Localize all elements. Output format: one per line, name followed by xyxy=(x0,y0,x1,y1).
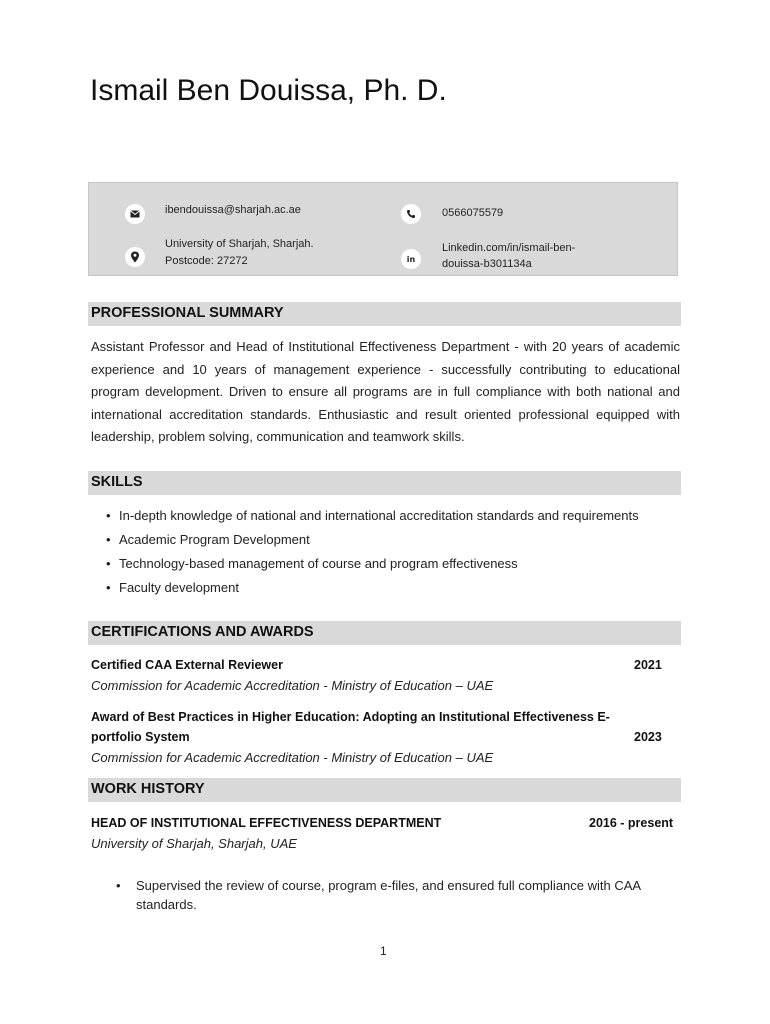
work-title: WORK HISTORY xyxy=(91,781,205,797)
page-number: 1 xyxy=(380,944,387,958)
work-header xyxy=(88,778,681,802)
linkedin-icon: in xyxy=(401,249,421,269)
skills-header xyxy=(88,471,681,495)
phone-icon xyxy=(401,204,421,224)
skill-item: • Faculty development xyxy=(104,576,694,600)
bullet-icon: • xyxy=(116,878,121,893)
skills-title: SKILLS xyxy=(91,474,143,490)
linkedin-line2[interactable]: douissa-b301134a xyxy=(442,258,532,270)
job-bullet-text: Supervised the review of course, program e-files, and ensured full compliance with CAA standards. xyxy=(136,878,641,912)
certifications-header xyxy=(88,621,681,645)
contact-box xyxy=(88,182,678,276)
award-title-line1: Award of Best Practices in Higher Education: Adopting an Institutional Effectiveness E- xyxy=(91,710,610,724)
certifications-title: CERTIFICATIONS AND AWARDS xyxy=(91,624,314,640)
skill-item: • In-depth knowledge of national and international accreditation standards and requirements xyxy=(104,504,694,528)
job-dates: 2016 - present xyxy=(589,816,674,830)
mail-icon xyxy=(125,204,145,224)
summary-text: Assistant Professor and Head of Institutional Effectiveness Department - with 20 years of academic experience and 10 years of management experience - successfully contributing to educational program development. Driven to ensure all programs are in full compliance with both national and international accreditation standards. Enthusiastic and result oriented professional equipped with leadership, problem solving, communication and teamwork skills. xyxy=(91,339,680,444)
award-year: 2023 xyxy=(634,730,662,744)
skills-list xyxy=(104,504,694,600)
award-issuer: Commission for Academic Accreditation - Ministry of Education – UAE xyxy=(91,750,494,765)
linkedin-line1[interactable]: Linkedin.com/in/ismail-ben- xyxy=(442,242,576,254)
location-icon xyxy=(125,247,145,267)
job-position: HEAD OF INSTITUTIONAL EFFECTIVENESS DEPARTMENT xyxy=(91,816,442,830)
job-employer: University of Sharjah, Sharjah, UAE xyxy=(91,836,297,851)
address-line2: Postcode: 27272 xyxy=(165,255,248,267)
skill-item: • Academic Program Development xyxy=(104,528,694,552)
email-text[interactable]: ibendouissa@sharjah.ac.ae xyxy=(165,204,301,216)
skill-item: • Technology-based management of course and program effectiveness xyxy=(104,552,694,576)
cert-year: 2021 xyxy=(634,658,662,672)
summary-header xyxy=(88,302,681,326)
award-title-line2: portfolio System xyxy=(91,730,190,744)
phone-text[interactable]: 0566075579 xyxy=(442,207,504,219)
cert-issuer: Commission for Academic Accreditation - Ministry of Education – UAE xyxy=(91,678,494,693)
address-line1: University of Sharjah, Sharjah. xyxy=(165,238,314,250)
candidate-name: Ismail Ben Douissa, Ph. D. xyxy=(90,74,447,107)
summary-title: PROFESSIONAL SUMMARY xyxy=(91,305,284,321)
cert-title: Certified CAA External Reviewer xyxy=(91,658,283,672)
